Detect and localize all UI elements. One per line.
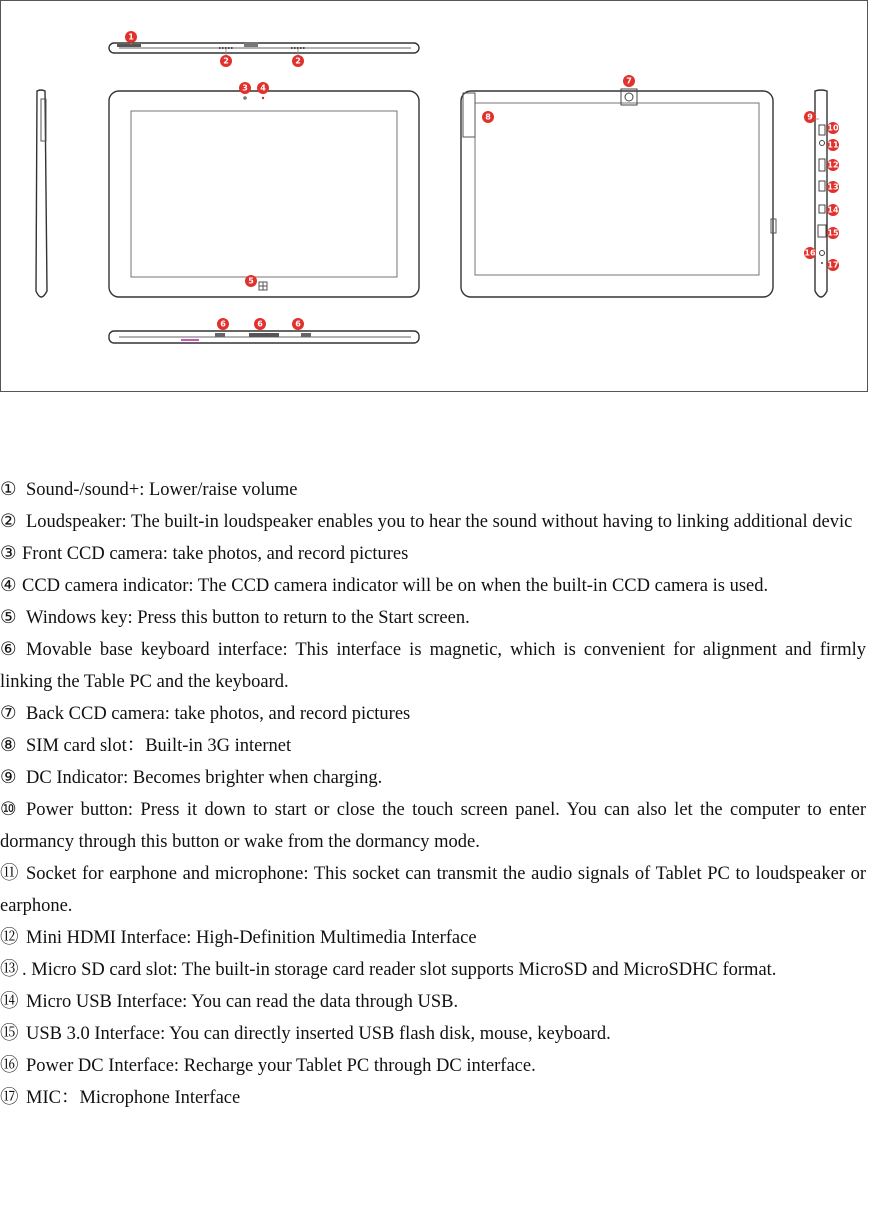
back-view <box>461 89 776 297</box>
legend-item-9 <box>0 762 866 794</box>
callout-5 <box>245 275 257 287</box>
legend-marker: ④ <box>0 576 17 596</box>
legend-marker: ⑧ <box>0 736 17 756</box>
legend-text: USB 3.0 Interface: You can directly inserted USB flash disk, mouse, keyboard. <box>26 1024 611 1044</box>
svg-text:9: 9 <box>807 112 813 122</box>
svg-text:2: 2 <box>223 56 229 66</box>
legend-marker: ⑨ <box>0 768 17 788</box>
svg-text:17: 17 <box>827 260 839 270</box>
callout-9 <box>804 111 816 123</box>
callout-6a <box>217 318 229 330</box>
legend-item-3 <box>0 538 866 570</box>
svg-text:14: 14 <box>827 205 839 215</box>
legend-text: Back CCD camera: take photos, and record pictures <box>26 704 411 724</box>
legend-marker: ⑰ <box>0 1088 19 1108</box>
callout-1 <box>125 31 137 43</box>
legend-text: Power button: Press it down to start or close the touch screen panel. You can also let the computer to enter dormancy through this button or wake from the dormancy mode. <box>0 800 866 852</box>
callout-17 <box>827 259 839 271</box>
feature-legend <box>0 474 866 1114</box>
legend-marker: ⑥ <box>0 640 17 660</box>
svg-text:16: 16 <box>804 248 816 258</box>
legend-item-2 <box>0 506 866 538</box>
top-edge-view <box>109 42 419 53</box>
svg-text:10: 10 <box>827 123 839 133</box>
svg-text:6: 6 <box>257 319 263 329</box>
legend-text: MIC：Microphone Interface <box>26 1088 241 1108</box>
device-diagram <box>0 0 868 392</box>
callout-11 <box>827 139 839 151</box>
legend-text: Loudspeaker: The built-in loudspeaker enables you to hear the sound without having to linking additional devic <box>26 512 853 532</box>
legend-item-12 <box>0 922 866 954</box>
legend-text: CCD camera indicator: The CCD camera indicator will be on when the built-in CCD camera is used. <box>22 576 769 596</box>
legend-text: Socket for earphone and microphone: This socket can transmit the audio signals of Tablet PC to loudspeaker or earphone. <box>0 864 866 916</box>
legend-item-8 <box>0 730 866 762</box>
callout-7 <box>623 75 635 87</box>
callout-3 <box>239 82 251 94</box>
legend-text: Front CCD camera: take photos, and record pictures <box>22 544 409 564</box>
front-view <box>109 91 419 297</box>
svg-text:13: 13 <box>827 182 839 192</box>
svg-text:2: 2 <box>295 56 301 66</box>
legend-text: Movable base keyboard interface: This interface is magnetic, which is convenient for alignment and firmly linking the Table PC and the keyboard. <box>0 640 866 692</box>
legend-text: SIM card slot：Built-in 3G internet <box>26 736 292 756</box>
legend-marker: ⑬ <box>0 960 19 980</box>
legend-marker: ⑪ <box>0 864 19 884</box>
callout-13 <box>827 181 839 193</box>
legend-item-16 <box>0 1050 866 1082</box>
legend-marker: ① <box>0 480 17 500</box>
legend-item-1 <box>0 474 866 506</box>
legend-text: DC Indicator: Becomes brighter when charging. <box>26 768 383 788</box>
legend-item-10 <box>0 794 866 858</box>
svg-text:6: 6 <box>220 319 226 329</box>
legend-marker: ⑭ <box>0 992 19 1012</box>
legend-marker: ⑯ <box>0 1056 19 1076</box>
legend-text: . Micro SD card slot: The built-in storage card reader slot supports MicroSD and MicroSDHC format. <box>22 960 777 980</box>
legend-item-17 <box>0 1082 866 1114</box>
legend-text: Windows key: Press this button to return to the Start screen. <box>26 608 470 628</box>
svg-text:12: 12 <box>827 160 839 170</box>
svg-text:4: 4 <box>260 83 266 93</box>
legend-marker: ② <box>0 512 17 532</box>
callout-12 <box>827 159 839 171</box>
callout-6b <box>254 318 266 330</box>
svg-text:3: 3 <box>242 83 248 93</box>
legend-marker: ⑩ <box>0 800 17 820</box>
callout-15 <box>827 227 839 239</box>
legend-marker: ③ <box>0 544 17 564</box>
svg-text:11: 11 <box>827 140 839 150</box>
legend-text: Power DC Interface: Recharge your Tablet PC through DC interface. <box>26 1056 536 1076</box>
legend-text: Micro USB Interface: You can read the data through USB. <box>26 992 459 1012</box>
callout-6c <box>292 318 304 330</box>
callout-8 <box>482 111 494 123</box>
legend-item-4 <box>0 570 866 602</box>
bottom-edge-view <box>109 331 419 343</box>
device-drawing <box>1 1 867 391</box>
svg-text:6: 6 <box>295 319 301 329</box>
legend-item-11 <box>0 858 866 922</box>
svg-text:8: 8 <box>485 112 491 122</box>
legend-text: Sound-/sound+: Lower/raise volume <box>26 480 298 500</box>
callout-4 <box>257 82 269 94</box>
svg-text:5: 5 <box>248 276 254 286</box>
legend-item-14 <box>0 986 866 1018</box>
legend-item-6 <box>0 634 866 698</box>
left-side-view <box>36 90 47 297</box>
legend-text: Mini HDMI Interface: High-Definition Multimedia Interface <box>26 928 477 948</box>
right-side-view <box>815 90 827 297</box>
callout-markers <box>125 31 839 330</box>
legend-marker: ⑫ <box>0 928 19 948</box>
legend-item-15 <box>0 1018 866 1050</box>
callout-14 <box>827 204 839 216</box>
callout-16 <box>804 247 816 259</box>
callout-2b <box>292 55 304 67</box>
legend-item-5 <box>0 602 866 634</box>
legend-item-7 <box>0 698 866 730</box>
svg-text:1: 1 <box>128 32 134 42</box>
legend-marker: ⑦ <box>0 704 17 724</box>
legend-marker: ⑮ <box>0 1024 19 1044</box>
svg-text:7: 7 <box>626 76 632 86</box>
svg-text:15: 15 <box>827 228 839 238</box>
legend-item-13 <box>0 954 866 986</box>
legend-marker: ⑤ <box>0 608 17 628</box>
callout-2a <box>220 55 232 67</box>
callout-10 <box>827 122 839 134</box>
